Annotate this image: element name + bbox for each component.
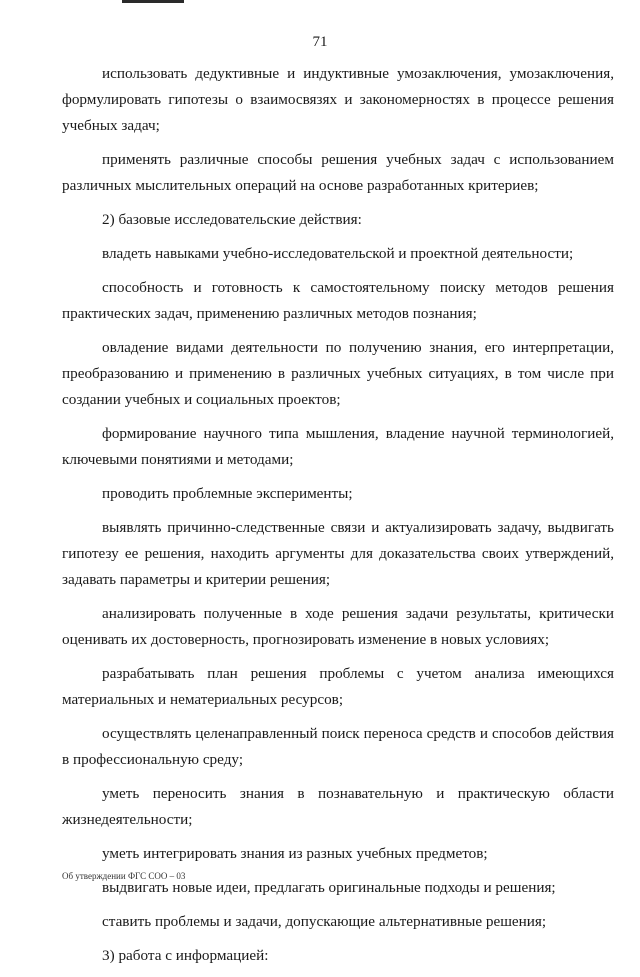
paragraph: способность и готовность к самостоятельному поиску методов решения практических задач, применению различных методов познания;: [62, 279, 614, 322]
paragraph: формирование научного типа мышления, владение научной терминологией, ключевыми понятиями и методами;: [62, 425, 614, 468]
paragraph: разрабатывать план решения проблемы с учетом анализа имеющихся материальных и нематериальных ресурсов;: [62, 665, 614, 708]
paragraph: ставить проблемы и задачи, допускающие альтернативные решения;: [102, 913, 547, 930]
document-footer: Об утверждении ФГС СОО – 03: [62, 871, 186, 881]
document-body: [62, 61, 614, 977]
paragraph: использовать дедуктивные и индуктивные умозаключения, умозаключения, формулировать гипотезы о взаимосвязях и закономерностях в процессе решения учебных задач;: [62, 65, 614, 134]
paragraph: применять различные способы решения учебных задач с использованием различных мыслительных операций на основе разработанных критериев;: [62, 151, 614, 194]
paragraph: уметь переносить знания в познавательную и практическую области жизнедеятельности;: [62, 785, 614, 828]
paragraph: осуществлять целенаправленный поиск переноса средств и способов действия в профессиональную среду;: [62, 725, 614, 768]
paragraph: владеть навыками учебно-исследовательской и проектной деятельности;: [102, 245, 574, 262]
paragraph: 3) работа с информацией:: [102, 947, 269, 964]
paragraph: выявлять причинно-следственные связи и актуализировать задачу, выдвигать гипотезу ее решения, находить аргументы для доказательства своих утверждений, задавать параметры и критерии решения;: [62, 519, 614, 588]
paragraph: проводить проблемные эксперименты;: [102, 485, 353, 502]
paragraph: овладение видами деятельности по получению знания, его интерпретации, преобразованию и применению в различных учебных ситуациях, в том числе при создании учебных и социальных проектов;: [62, 339, 614, 408]
paragraph: анализировать полученные в ходе решения задачи результаты, критически оценивать их достоверность, прогнозировать изменение в новых условиях;: [62, 605, 614, 648]
scan-artifact-line: [122, 0, 184, 3]
paragraph: 2) базовые исследовательские действия:: [102, 211, 362, 228]
page-number: 71: [312, 34, 328, 50]
paragraph: уметь интегрировать знания из разных учебных предметов;: [102, 845, 488, 862]
paragraph: выдвигать новые идеи, предлагать оригинальные подходы и решения;: [102, 879, 556, 896]
